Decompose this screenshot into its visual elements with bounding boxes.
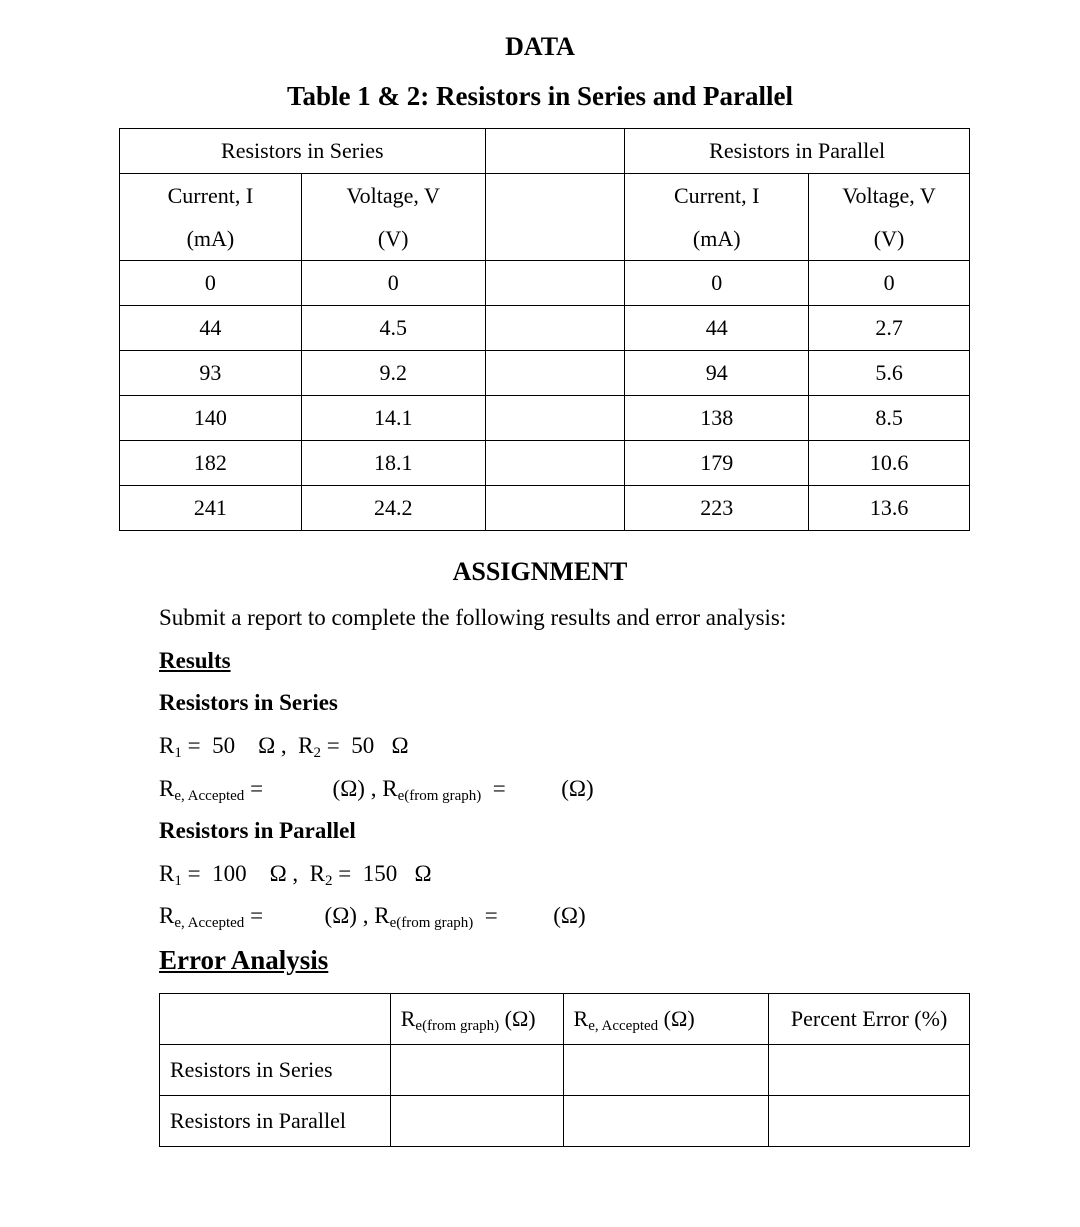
error-analysis-heading: Error Analysis (159, 945, 329, 975)
series-re-graph-cell (390, 1045, 563, 1096)
spacer-cell (485, 129, 625, 174)
series-current-cell: 0 (120, 261, 302, 306)
series-re-accepted-cell (563, 1045, 769, 1096)
assignment-intro: Submit a report to complete the following results and error analysis: (159, 605, 787, 630)
table-header-row (120, 129, 970, 174)
parallel-resistor-values: $R_1 = 100$ Ω , $R_2 = 150$ Ω (159, 861, 432, 889)
table-row (120, 441, 970, 486)
results-heading: Results (159, 648, 231, 673)
parallel-r1-value: 100 (212, 861, 247, 886)
series-resistor-values: $R_1 = 50$ Ω , $R_2 = 50$ Ω (159, 733, 409, 761)
row-label-parallel: Resistors in Parallel (160, 1096, 391, 1147)
series-current-cell: 182 (120, 441, 302, 486)
error-analysis-table (159, 993, 970, 1147)
series-voltage-cell: 18.1 (301, 441, 485, 486)
table-subheader-row (120, 174, 970, 261)
series-re-line: $R_{e, Accepted} = (\Omega)$ , $R_{e(from graph)} = (\Omega)$ (159, 776, 594, 804)
table-row (160, 1045, 970, 1096)
table-row (120, 306, 970, 351)
series-r2-value: 50 (351, 733, 375, 758)
spacer-cell (485, 351, 625, 396)
parallel-voltage-header: Voltage, V (V) (809, 174, 970, 261)
percent-error-header: Percent Error (%) (769, 994, 970, 1045)
series-current-header: Current, I (mA) (120, 174, 302, 261)
spacer-cell (485, 261, 625, 306)
series-voltage-cell: 24.2 (301, 486, 485, 531)
series-percent-error-cell (769, 1045, 970, 1096)
parallel-current-cell: 0 (625, 261, 809, 306)
series-current-cell: 44 (120, 306, 302, 351)
page-title: DATA (505, 32, 575, 61)
table-row (160, 1096, 970, 1147)
row-label-series: Resistors in Series (160, 1045, 391, 1096)
series-current-cell: 140 (120, 396, 302, 441)
parallel-r2-value: 150 (362, 861, 398, 886)
parallel-voltage-cell: 8.5 (809, 396, 970, 441)
table-row (120, 351, 970, 396)
re-accepted-header: $R_{e, Accepted}$ (Ω) (563, 994, 769, 1045)
table-header-row (160, 994, 970, 1045)
parallel-current-cell: 44 (625, 306, 809, 351)
parallel-current-header: Current, I (mA) (625, 174, 809, 261)
parallel-re-graph-cell (390, 1096, 563, 1147)
series-voltage-cell: 9.2 (301, 351, 485, 396)
parallel-current-cell: 94 (625, 351, 809, 396)
spacer-cell (485, 306, 625, 351)
parallel-voltage-cell: 10.6 (809, 441, 970, 486)
parallel-current-cell: 223 (625, 486, 809, 531)
parallel-percent-error-cell (769, 1096, 970, 1147)
empty-header-cell (160, 994, 391, 1045)
parallel-re-line: $R_{e, Accepted} = (\Omega)$ , $R_{e(from graph)} = (\Omega)$ (159, 903, 586, 931)
spacer-cell (485, 441, 625, 486)
series-header: Resistors in Series (120, 129, 486, 174)
parallel-current-cell: 179 (625, 441, 809, 486)
assignment-title: ASSIGNMENT (452, 557, 628, 586)
parallel-voltage-cell: 5.6 (809, 351, 970, 396)
series-voltage-cell: 4.5 (301, 306, 485, 351)
parallel-heading: Resistors in Parallel (159, 818, 356, 843)
spacer-cell (485, 486, 625, 531)
series-r1-value: 50 (212, 733, 236, 758)
series-voltage-cell: 14.1 (301, 396, 485, 441)
parallel-header: Resistors in Parallel (625, 129, 970, 174)
series-heading: Resistors in Series (159, 690, 338, 715)
table-row (120, 261, 970, 306)
series-current-cell: 241 (120, 486, 302, 531)
re-graph-header: $R_{e(from graph)}$ (Ω) (390, 994, 563, 1045)
parallel-voltage-cell: 13.6 (809, 486, 970, 531)
parallel-voltage-cell: 0 (809, 261, 970, 306)
spacer-cell (485, 396, 625, 441)
parallel-re-accepted-cell (563, 1096, 769, 1147)
parallel-voltage-cell: 2.7 (809, 306, 970, 351)
series-current-cell: 93 (120, 351, 302, 396)
parallel-current-cell: 138 (625, 396, 809, 441)
data-table (119, 128, 970, 531)
series-voltage-header: Voltage, V (V) (301, 174, 485, 261)
spacer-cell (485, 174, 625, 261)
table-row (120, 486, 970, 531)
table-row (120, 396, 970, 441)
table-caption: Table 1 & 2: Resistors in Series and Parallel (287, 81, 793, 111)
series-voltage-cell: 0 (301, 261, 485, 306)
